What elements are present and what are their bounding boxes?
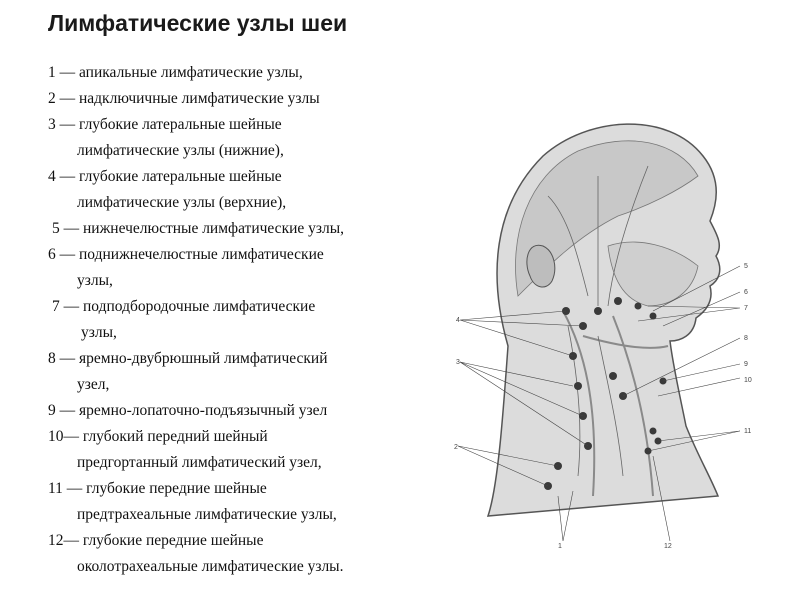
legend-line-continued: узел, [77, 376, 110, 393]
anatomical-illustration [448, 96, 778, 556]
figure-label-11: 11 [744, 428, 752, 435]
legend-line: 8 — яремно-двубрюшный лимфатический [48, 350, 328, 367]
figure-label-4: 4 [456, 317, 460, 324]
legend-line: 6 — поднижнечелюстные лимфатические [48, 246, 324, 263]
legend-item-10 [48, 424, 448, 476]
figure-label-7: 7 [744, 305, 748, 312]
figure-label-5: 5 [744, 263, 748, 270]
figure-label-10: 10 [744, 377, 752, 384]
legend-line-continued: околотрахеальные лимфатические узлы. [77, 558, 344, 575]
legend-line: 11 — глубокие передние шейные [48, 480, 267, 497]
legend-line-continued: узлы, [81, 324, 117, 341]
legend-line-continued: лимфатические узлы (нижние), [77, 142, 284, 159]
legend-item-6 [48, 242, 448, 294]
legend-line-continued: узлы, [77, 272, 113, 289]
neck-lymph-nodes-drawing [448, 96, 778, 556]
legend-line: 5 — нижнечелюстные лимфатические узлы, [52, 220, 345, 237]
legend-line: 1 — апикальные лимфатические узлы, [48, 64, 303, 81]
legend-line: 12— глубокие передние шейные [48, 532, 264, 549]
legend-item-2 [48, 86, 448, 112]
figure-label-3: 3 [456, 359, 460, 366]
legend-item-5 [48, 216, 448, 242]
legend-line: 7 — подподбородочные лимфатические [52, 298, 316, 315]
legend-line: 2 — надключичные лимфатические узлы [48, 90, 320, 107]
figure-label-12: 12 [664, 543, 672, 550]
legend-line-continued: лимфатические узлы (верхние), [77, 194, 287, 211]
figure-label-9: 9 [744, 361, 748, 368]
legend-item-12 [48, 528, 448, 580]
legend-list [48, 60, 448, 580]
figure-label-8: 8 [744, 335, 748, 342]
figure-label-6: 6 [744, 289, 748, 296]
figure-label-1: 1 [558, 543, 562, 550]
legend-line: 4 — глубокие латеральные шейные [48, 168, 282, 185]
page-title: Лимфатические узлы шеи [48, 10, 348, 36]
legend-line-continued: предтрахеальные лимфатические узлы, [77, 506, 337, 523]
legend-item-3 [48, 112, 448, 164]
legend-line: 9 — яремно-лопаточно-подъязычный узел [48, 402, 328, 419]
legend-line: 10— глубокий передний шейный [48, 428, 268, 445]
legend-item-9 [48, 398, 448, 424]
legend-line: 3 — глубокие латеральные шейные [48, 116, 282, 133]
legend-item-7 [48, 294, 448, 346]
legend-item-1 [48, 60, 448, 86]
legend-item-8 [48, 346, 448, 398]
legend-line-continued: предгортанный лимфатический узел, [77, 454, 322, 471]
legend-item-11 [48, 476, 448, 528]
figure-label-2: 2 [454, 444, 458, 451]
legend-item-4 [48, 164, 448, 216]
